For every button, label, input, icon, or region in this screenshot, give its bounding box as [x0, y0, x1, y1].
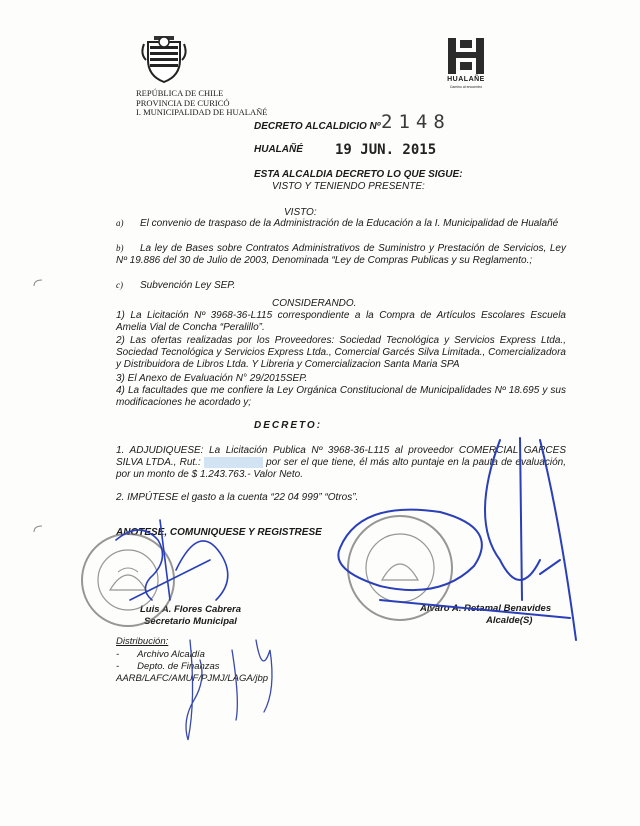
distribution-heading: Distribución:	[116, 636, 169, 647]
visto-item-b	[116, 243, 566, 267]
intro-line-1: ESTA ALCALDIA DECRETO LO QUE SIGUE:	[254, 169, 463, 180]
closing-formula: ANOTESE, COMUNIQUESE Y REGISTRESE	[116, 527, 322, 538]
header-line-republic: REPÚBLICA DE CHILE	[136, 88, 224, 98]
visto-heading: VISTO:	[284, 207, 317, 218]
decreto-item-1-pre: 1. ADJUDIQUESE: La Licitación Publica Nº 3968-36-L115 al proveedor COMERCIAL GARCES SILVA LTDA., Rut.:	[116, 445, 566, 468]
considerando-item-4: 4) La facultades que me confiere la Ley Orgánica Constitucional de Municipalidades Nº 18.695 y sus modificaciones he acordado y;	[116, 385, 566, 408]
decree-number-label: DECRETO ALCALDICIO Nº	[254, 121, 381, 132]
decreto-item-1-post: por ser el que tiene, él más alto puntaje en la pauta de evaluación, por un monto de $ 1.243.763.- Valor Neto.	[116, 457, 566, 480]
issuer-header	[136, 89, 267, 118]
distribution-item	[116, 649, 205, 660]
distribution-bullet: -	[116, 649, 120, 660]
mayor-title: Alcalde(S)	[486, 615, 533, 626]
punch-hole-icon	[33, 524, 43, 540]
considerando-heading: CONSIDERANDO.	[272, 298, 357, 309]
secretary-title: Secretario Municipal	[144, 616, 237, 627]
considerando-item-2: 2) Las ofertas realizadas por los Proveedores: Sociedad Tecnológica y Servicios Express Ltda., Sociedad Tecnológica y Servicios Express Ltda., Comercial Garcés Silva Limitada., Comercializadora y Distribuidora de Libros Ltda. Y Libreria y Comercializacion Santa Maria SPA	[116, 335, 566, 370]
redacted-rut	[204, 457, 263, 468]
punch-hole-icon	[33, 278, 43, 294]
header-line-province: PROVINCIA DE CURICÓ	[136, 97, 230, 108]
visto-marker-b: b)	[116, 243, 124, 253]
considerando-item-3: 3) El Anexo de Evaluación N° 29/2015SEP.	[116, 373, 308, 384]
distribution-item-label: Depto. de Finanzas	[137, 661, 220, 672]
visto-item-b-text: La ley de Bases sobre Contratos Administrativos de Suministro y Prestación de Servicios, Ley Nº 19.886 del 30 de Julio de 2003, Denominada “Ley de Compras Publicas y su Reglamento.;	[116, 243, 566, 266]
decreto-heading: DECRETO:	[254, 420, 323, 431]
visto-marker-c: c)	[116, 280, 123, 290]
header-line-municipality: I. MUNICIPALIDAD DE HUALAÑÉ	[136, 107, 268, 117]
visto-item-c-text: Subvención Ley SEP.	[140, 280, 236, 291]
distribution-item	[116, 661, 220, 672]
distribution-bullet: -	[116, 661, 120, 672]
logo-wordmark: HUALAÑE	[447, 76, 485, 83]
decree-number-stamp: 2148	[381, 111, 451, 133]
distribution-item-label: Archivo Alcaldía	[137, 649, 205, 660]
visto-item-c	[140, 280, 235, 292]
secretary-name: Luis A. Flores Cabrera	[140, 604, 242, 615]
visto-item-a	[140, 218, 566, 230]
considerando-item-1: 1) La Licitación Nº 3968-36-L115 correspondiente a la Compra de Artículos Escolares Escuela Amelia Vial de Concha “Peralillo”.	[116, 310, 566, 333]
municipal-crest-icon	[140, 30, 188, 86]
decree-place-label: HUALAÑÉ	[254, 144, 303, 155]
visto-item-a-text: El convenio de traspaso de la Administración de la Educación a la I. Municipalidad de Hualañé	[140, 218, 559, 229]
decreto-item-2: 2. IMPÚTESE el gasto a la cuenta “22 04 999” “Otros”.	[116, 492, 359, 503]
mayor-name: Alvaro A. Retamal Benavides	[420, 603, 552, 614]
intro-line-2: VISTO Y TENIENDO PRESENTE:	[272, 181, 425, 192]
typist-initials: AARB/LAFC/AMUF/PJMJ/LAGA/jbp	[116, 673, 269, 684]
logo-tagline: Camino al encuentro	[449, 85, 483, 89]
decreto-item-1	[116, 445, 566, 481]
decree-date-stamp: 19 JUN. 2015	[335, 142, 437, 158]
visto-marker-a: a)	[116, 218, 124, 228]
